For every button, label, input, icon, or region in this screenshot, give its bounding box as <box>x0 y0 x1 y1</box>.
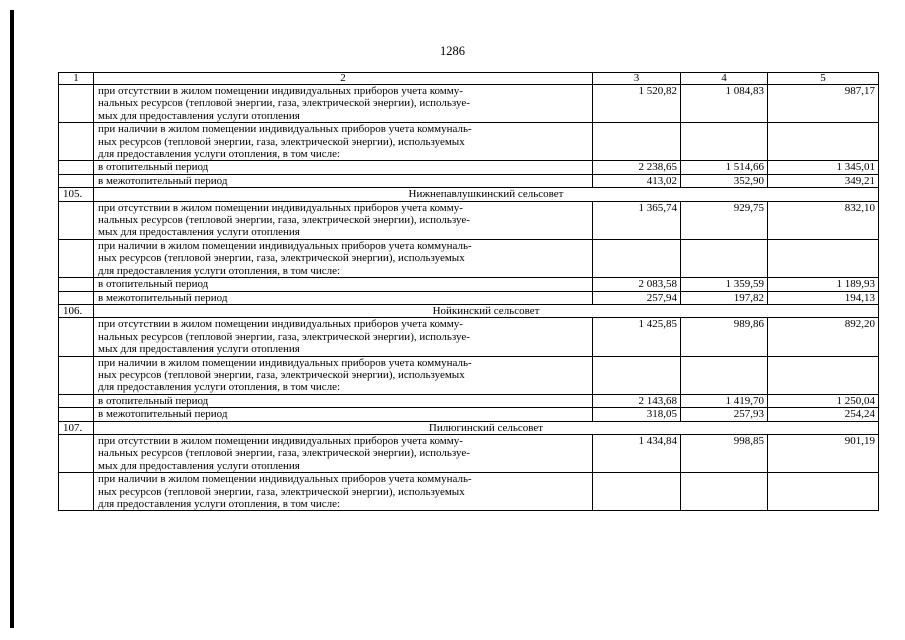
table-row <box>59 473 879 511</box>
value-col-3: 413,02 <box>593 174 681 187</box>
page-number: 1286 <box>440 44 465 58</box>
table-row <box>59 278 879 291</box>
section-row <box>59 304 879 317</box>
table-row <box>59 123 879 161</box>
description-cell <box>94 356 593 394</box>
header-cell: 3 <box>593 73 681 85</box>
value-col-5: 832,10 <box>768 201 879 239</box>
description-cell <box>94 394 593 407</box>
description-line: мых для предоставления услуги отопления <box>98 459 300 472</box>
value-col-4 <box>681 123 768 161</box>
value-col-5 <box>768 239 879 277</box>
section-number: 107. <box>59 421 94 434</box>
description-line: для предоставления услуги отопления, в том числе: <box>98 498 341 510</box>
value-col-3 <box>593 123 681 161</box>
description-line: в межотопительный период <box>98 174 228 187</box>
description-cell <box>94 85 593 123</box>
description-line: для предоставления услуги отопления, в том числе: <box>98 264 341 277</box>
description-line: при наличии в жилом помещении индивидуальных приборов учета коммуналь- <box>98 473 472 486</box>
value-col-4: 257,93 <box>681 408 768 421</box>
description-cell <box>94 291 593 304</box>
table-row <box>59 291 879 304</box>
value-col-3: 2 238,65 <box>593 161 681 174</box>
description-line: для предоставления услуги отопления, в том числе: <box>98 381 341 394</box>
value-col-5: 254,24 <box>768 408 879 421</box>
value-col-5 <box>768 473 879 511</box>
value-col-4 <box>681 356 768 394</box>
value-col-5: 194,13 <box>768 291 879 304</box>
table-row <box>59 174 879 187</box>
description-line: нальных ресурсов (тепловой энергии, газа, электрической энергии), используе- <box>98 330 470 343</box>
description-line: нальных ресурсов (тепловой энергии, газа, электрической энергии), используе- <box>98 447 470 460</box>
description-line: ных ресурсов (тепловой энергии, газа, электрической энергии), используемых <box>98 485 465 498</box>
description-cell <box>94 408 593 421</box>
description-line: при наличии в жилом помещении индивидуальных приборов учета коммуналь- <box>98 356 472 369</box>
index-cell <box>59 434 94 472</box>
value-col-4: 998,85 <box>681 434 768 472</box>
value-col-3 <box>593 473 681 511</box>
value-col-4: 1 419,70 <box>681 394 768 407</box>
index-cell <box>59 318 94 356</box>
value-col-4 <box>681 473 768 511</box>
value-col-4 <box>681 239 768 277</box>
value-col-4: 989,86 <box>681 318 768 356</box>
index-cell <box>59 291 94 304</box>
description-line: при наличии в жилом помещении индивидуальных приборов учета коммуналь- <box>98 123 472 136</box>
value-col-3: 1 434,84 <box>593 434 681 472</box>
description-line: при отсутствии в жилом помещении индивидуальных приборов учета комму- <box>98 318 463 331</box>
index-cell <box>59 473 94 511</box>
value-col-4: 1 084,83 <box>681 85 768 123</box>
description-line: мых для предоставления услуги отопления <box>98 109 300 122</box>
index-cell <box>59 161 94 174</box>
description-cell <box>94 174 593 187</box>
table-row <box>59 318 879 356</box>
description-cell <box>94 201 593 239</box>
section-number: 106. <box>59 304 94 317</box>
description-line: нальных ресурсов (тепловой энергии, газа, электрической энергии), используе- <box>98 97 470 110</box>
description-cell <box>94 434 593 472</box>
value-col-5: 1 189,93 <box>768 278 879 291</box>
tariff-table <box>58 72 879 511</box>
table-header-row <box>59 73 879 85</box>
value-col-3: 1 520,82 <box>593 85 681 123</box>
index-cell <box>59 356 94 394</box>
description-cell <box>94 473 593 511</box>
index-cell <box>59 201 94 239</box>
header-cell: 2 <box>94 73 593 85</box>
scan-margin-bar <box>10 10 14 628</box>
value-col-4: 197,82 <box>681 291 768 304</box>
index-cell <box>59 239 94 277</box>
section-row <box>59 188 879 201</box>
description-cell <box>94 123 593 161</box>
value-col-3: 2 083,58 <box>593 278 681 291</box>
description-line: в отопительный период <box>98 278 209 291</box>
description-line: при наличии в жилом помещении индивидуальных приборов учета коммуналь- <box>98 239 472 252</box>
index-cell <box>59 123 94 161</box>
description-line: в отопительный период <box>98 394 209 407</box>
index-cell <box>59 278 94 291</box>
index-cell <box>59 85 94 123</box>
description-line: ных ресурсов (тепловой энергии, газа, электрической энергии), используемых <box>98 135 465 148</box>
description-line: при отсутствии в жилом помещении индивидуальных приборов учета комму- <box>98 434 463 447</box>
description-line: в отопительный период <box>98 161 209 174</box>
value-col-3: 1 365,74 <box>593 201 681 239</box>
value-col-5: 1 345,01 <box>768 161 879 174</box>
value-col-3 <box>593 239 681 277</box>
section-number: 105. <box>59 188 94 201</box>
value-col-5: 1 250,04 <box>768 394 879 407</box>
header-cell: 1 <box>59 73 94 85</box>
section-title: Нижнепавлушкинский сельсовет <box>94 188 879 201</box>
table-row <box>59 356 879 394</box>
value-col-4: 352,90 <box>681 174 768 187</box>
value-col-3: 1 425,85 <box>593 318 681 356</box>
value-col-3 <box>593 356 681 394</box>
description-line: нальных ресурсов (тепловой энергии, газа, электрической энергии), используе- <box>98 214 470 227</box>
description-line: мых для предоставления услуги отопления <box>98 343 300 356</box>
index-cell <box>59 174 94 187</box>
table-row <box>59 201 879 239</box>
description-cell <box>94 278 593 291</box>
index-cell <box>59 408 94 421</box>
table-row <box>59 161 879 174</box>
header-cell: 5 <box>768 73 879 85</box>
section-title: Нойкинский сельсовет <box>94 304 879 317</box>
table-row <box>59 239 879 277</box>
description-cell <box>94 239 593 277</box>
value-col-5: 349,21 <box>768 174 879 187</box>
description-line: ных ресурсов (тепловой энергии, газа, электрической энергии), используемых <box>98 252 465 265</box>
value-col-4: 1 514,66 <box>681 161 768 174</box>
description-line: в межотопительный период <box>98 408 228 421</box>
value-col-5: 901,19 <box>768 434 879 472</box>
table-row <box>59 408 879 421</box>
description-line: ных ресурсов (тепловой энергии, газа, электрической энергии), используемых <box>98 368 465 381</box>
section-row <box>59 421 879 434</box>
value-col-3: 2 143,68 <box>593 394 681 407</box>
value-col-4: 929,75 <box>681 201 768 239</box>
table-row <box>59 85 879 123</box>
description-line: в межотопительный период <box>98 291 228 304</box>
header-cell: 4 <box>681 73 768 85</box>
value-col-5: 892,20 <box>768 318 879 356</box>
value-col-3: 318,05 <box>593 408 681 421</box>
value-col-5 <box>768 356 879 394</box>
description-line: мых для предоставления услуги отопления <box>98 226 300 239</box>
section-title: Пилюгинский сельсовет <box>94 421 879 434</box>
description-line: при отсутствии в жилом помещении индивидуальных приборов учета комму- <box>98 201 463 214</box>
description-cell <box>94 161 593 174</box>
description-line: при отсутствии в жилом помещении индивидуальных приборов учета комму- <box>98 85 463 97</box>
value-col-4: 1 359,59 <box>681 278 768 291</box>
table-row <box>59 394 879 407</box>
description-line: для предоставления услуги отопления, в том числе: <box>98 148 341 161</box>
index-cell <box>59 394 94 407</box>
table-row <box>59 434 879 472</box>
value-col-5 <box>768 123 879 161</box>
description-cell <box>94 318 593 356</box>
value-col-3: 257,94 <box>593 291 681 304</box>
value-col-5: 987,17 <box>768 85 879 123</box>
